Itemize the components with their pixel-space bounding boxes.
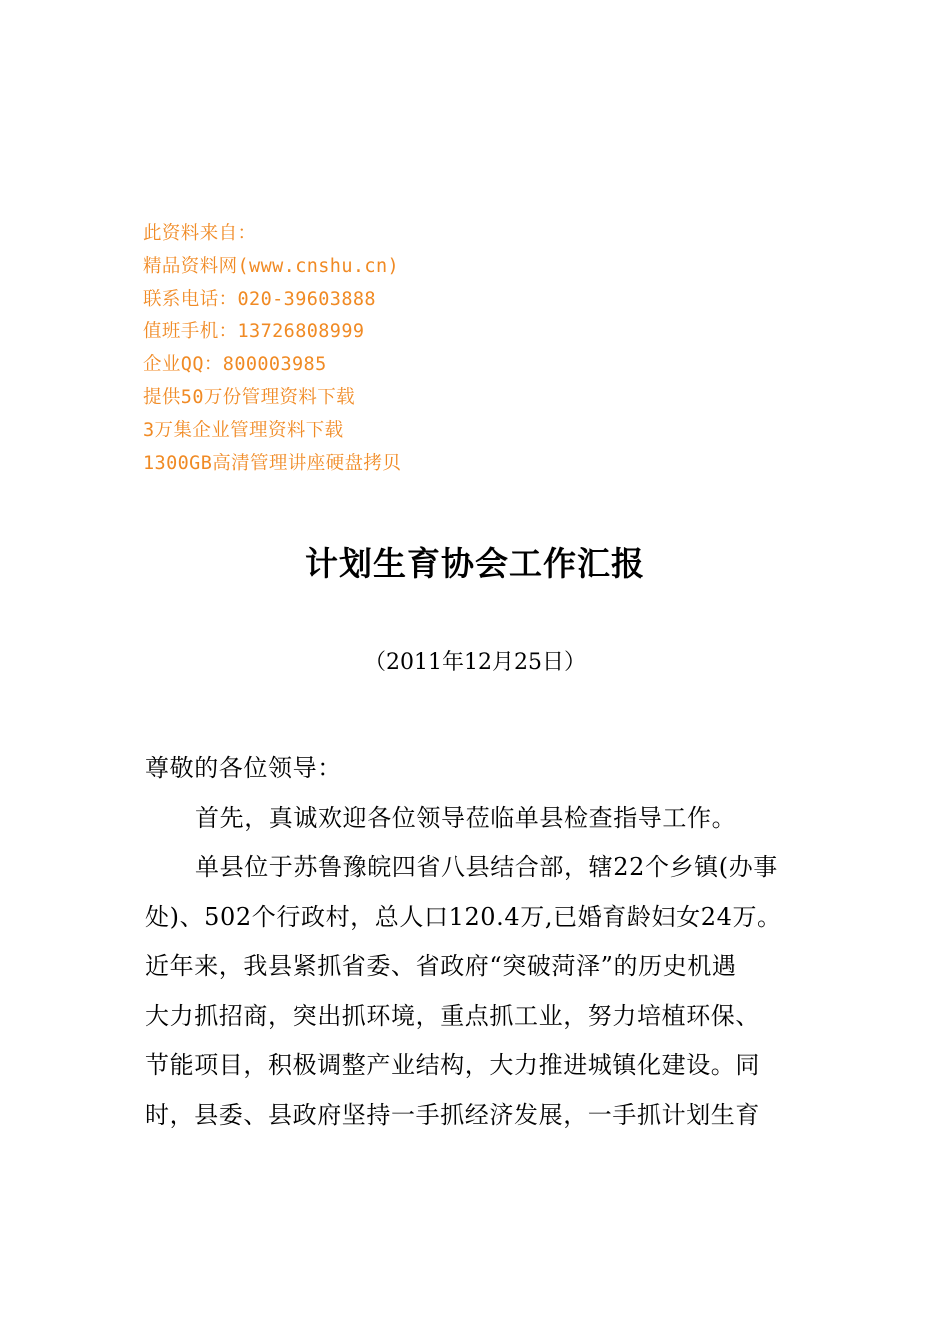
source-line-qq: 企业QQ：800003985 — [143, 354, 327, 376]
document-title: 计划生育协会工作汇报 — [305, 544, 645, 583]
source-line-phone: 联系电话：020-39603888 — [143, 288, 376, 310]
document-body — [145, 744, 835, 1140]
paragraph-line: 节能项目，积极调整产业结构，大力推进城镇化建设。同 — [145, 1051, 760, 1079]
source-info-block — [143, 218, 743, 480]
source-line-offer-3: 1300GB高清管理讲座硬盘拷贝 — [143, 452, 402, 474]
paragraph-line: 大力抓招商，突出抓环境，重点抓工业，努力培植环保、 — [145, 1001, 760, 1030]
paragraph-line: 处)、502个行政村，总人口120.4万,已婚育龄妇女24万。 — [145, 902, 782, 931]
source-line-mobile: 值班手机：13726808999 — [143, 321, 365, 343]
source-line-offer-1: 提供50万份管理资料下载 — [143, 386, 356, 408]
paragraph-line: 时，县委、县政府坚持一手抓经济发展，一手抓计划生育 — [145, 1100, 760, 1129]
paragraph-line: 单县位于苏鲁豫皖四省八县结合部，辖22个乡镇(办事 — [195, 853, 778, 881]
paragraph-welcome: 首先，真诚欢迎各位领导莅临单县检查指导工作。 — [195, 803, 737, 832]
source-line-offer-2: 3万集企业管理资料下载 — [143, 419, 344, 441]
source-line-header: 此资料来自： — [143, 223, 257, 244]
paragraph-line: 近年来，我县紧抓省委、省政府“突破菏泽”的历史机遇 — [145, 952, 737, 980]
salutation: 尊敬的各位领导： — [145, 754, 342, 782]
source-line-website: 精品资料网(www.cnshu.cn) — [143, 255, 400, 277]
document-date: （2011年12月25日） — [364, 650, 586, 675]
